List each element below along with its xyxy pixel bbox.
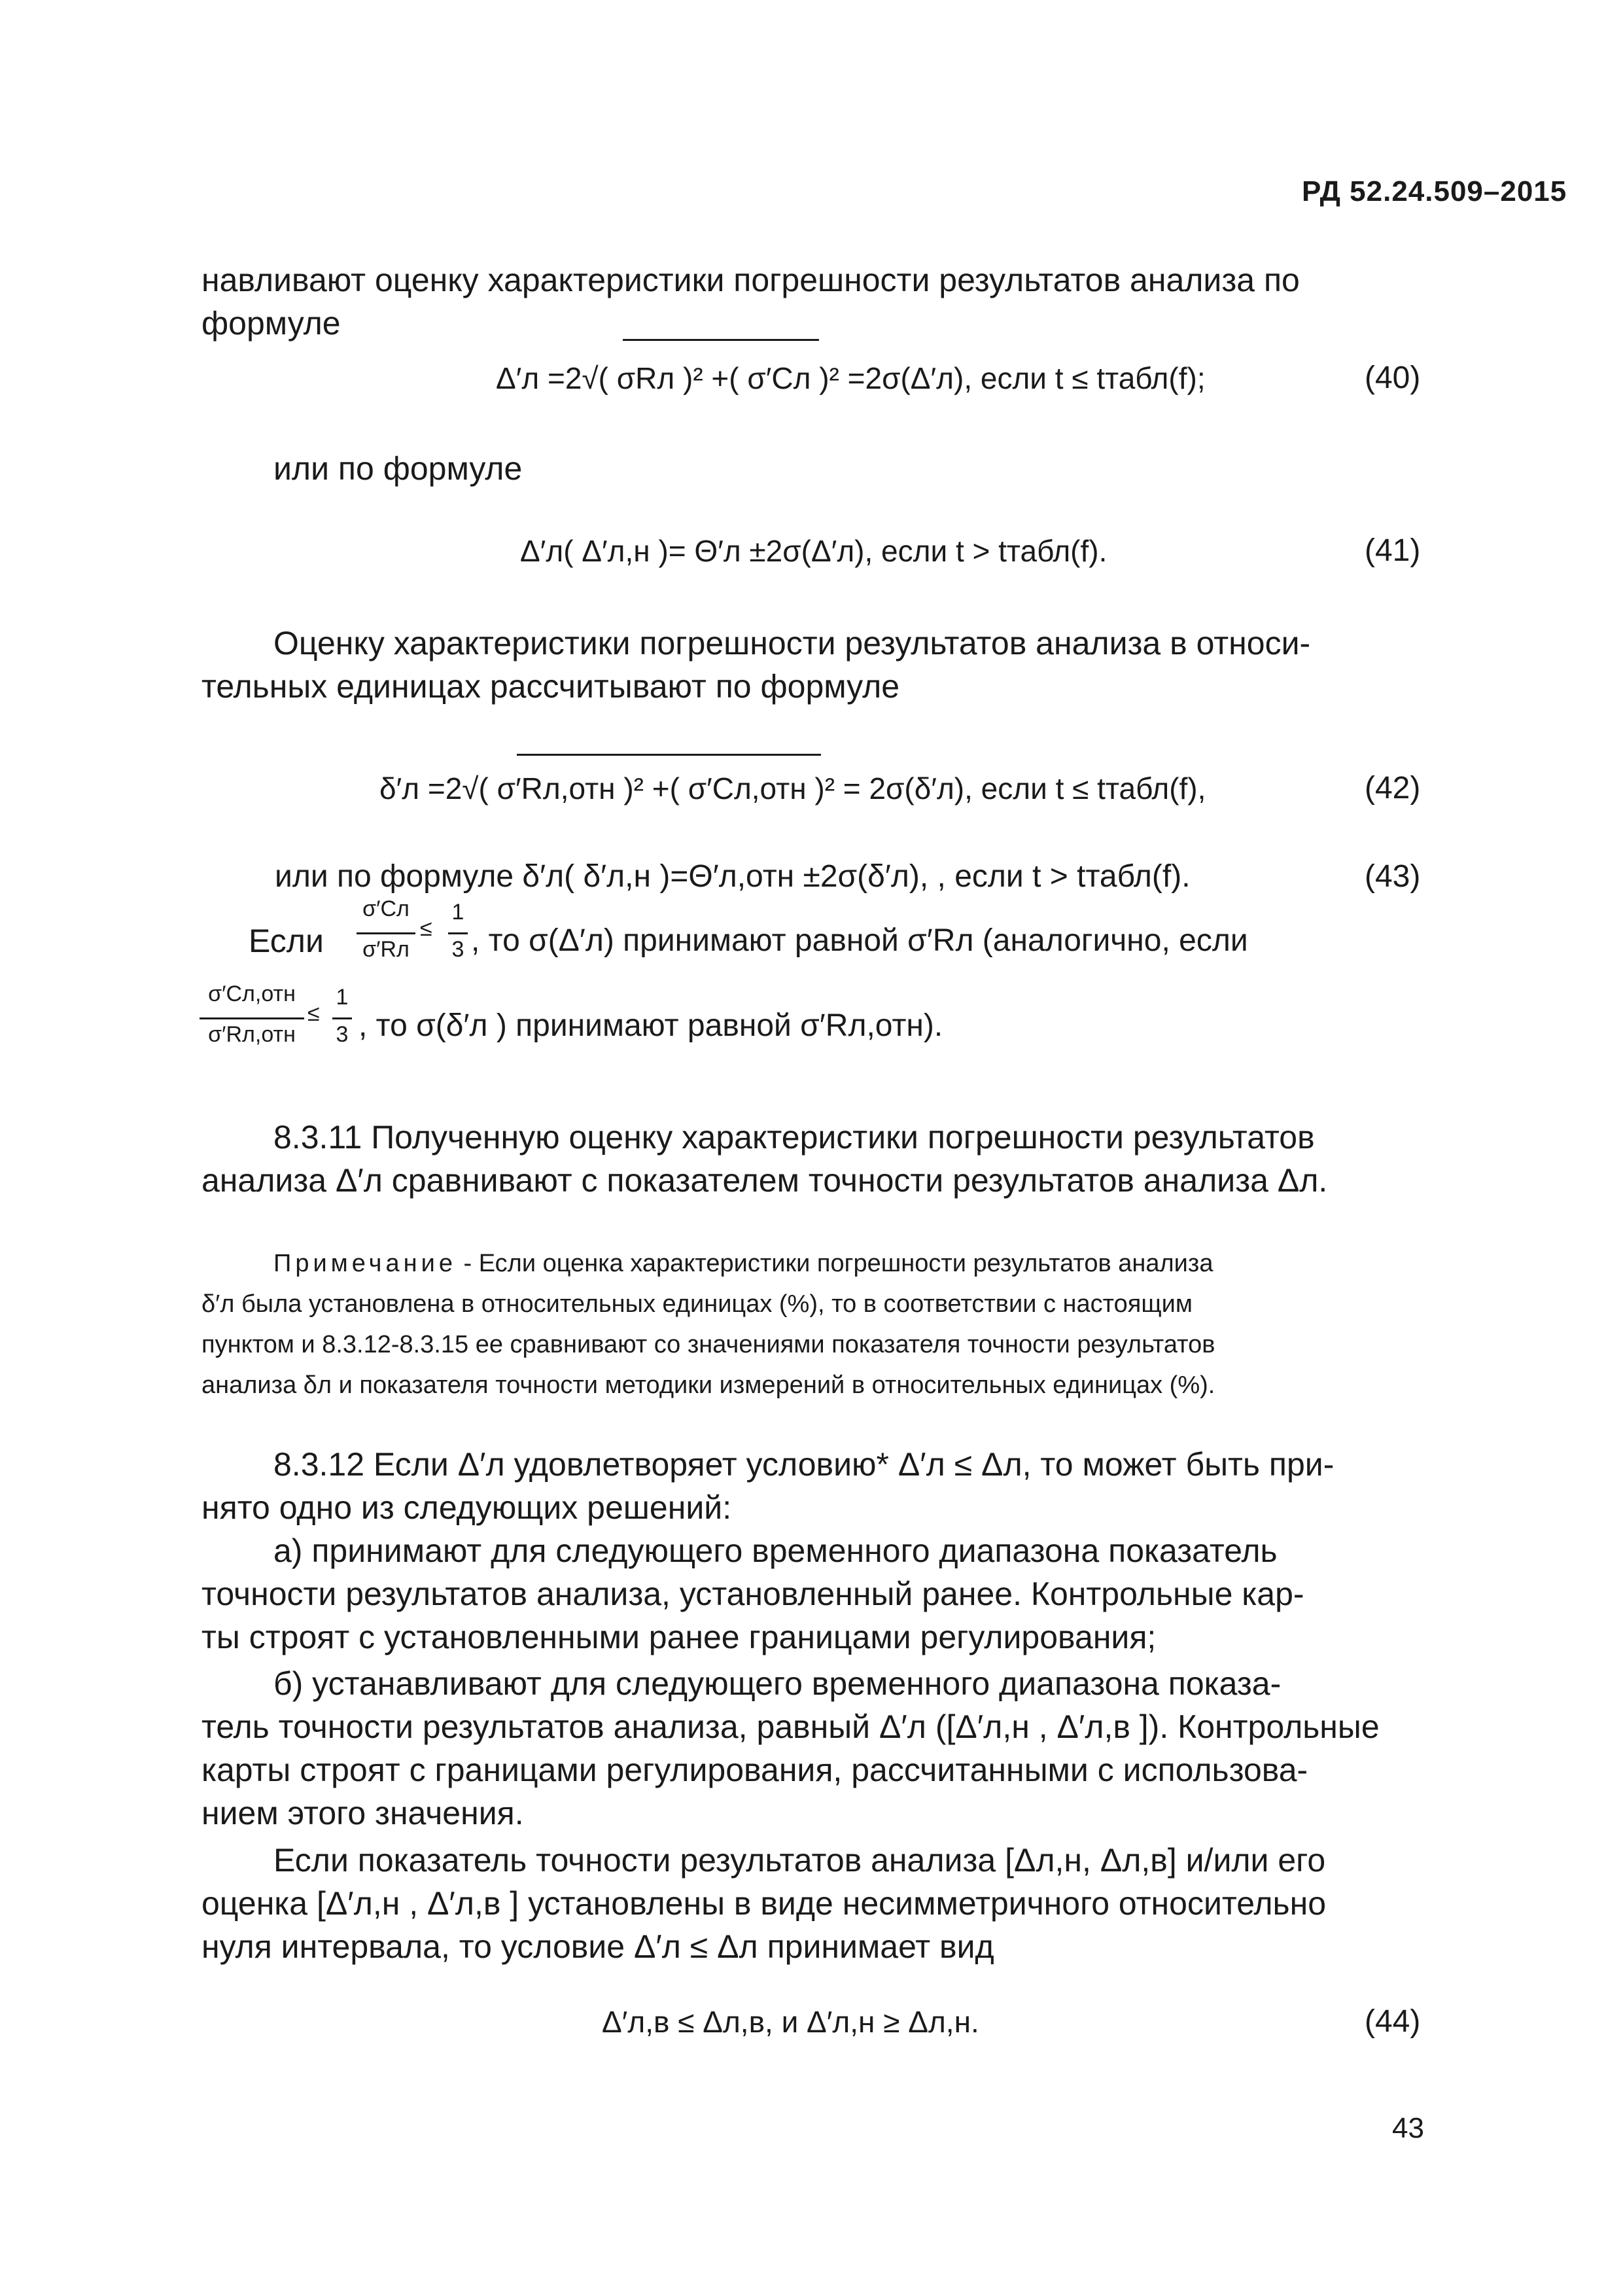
paragraph-line: точности результатов анализа, установленный ранее. Контрольные кар- [201, 1576, 1304, 1612]
if-continuation-2: , то σ(δ′л ) принимают равной σ′Rл,отн). [358, 1008, 943, 1043]
equation-number-43: (43) [1365, 859, 1421, 894]
document-code-header: РД 52.24.509–2015 [1302, 175, 1567, 207]
paragraph-line: тельных единицах рассчитывают по формуле [201, 668, 900, 705]
note-line: пунктом и 8.3.12-8.3.15 ее сравнивают со значениями показателя точности результатов [201, 1331, 1215, 1358]
paragraph-line: анализа Δ′л сравнивают с показателем точности результатов анализа Δл. [201, 1162, 1328, 1199]
relation-sign: ≤ [307, 1001, 320, 1026]
formula-42: δ′л =2√( σ′Rл,отн )² +( σ′Cл,отн )² = 2σ(δ′л), если t ≤ tтабл(f), [379, 771, 1206, 805]
list-item-a: а) принимают для следующего временного диапазона показатель [273, 1532, 1278, 1569]
paragraph-line: или по формуле [273, 450, 523, 487]
sqrt-bar [517, 754, 821, 756]
formula-41: Δ′л( Δ′л,н )= Θ′л ±2σ(Δ′л), если t > tтабл(f). [520, 534, 1108, 568]
paragraph-line: ты строят с установленными ранее границами регулирования; [201, 1619, 1157, 1655]
formula-43: или по формуле δ′л( δ′л,н )=Θ′л,отн ±2σ(δ′л), , если t > tтабл(f). [275, 859, 1191, 894]
paragraph-line: 8.3.12 Если Δ′л удовлетворяет условию* Δ′л ≤ Δл, то может быть при- [273, 1446, 1335, 1483]
equation-number-41: (41) [1365, 533, 1421, 568]
fraction-three: 3 [451, 937, 464, 962]
fraction-denominator: σ′Rл [362, 937, 410, 962]
page-number: 43 [1392, 2112, 1424, 2144]
fraction-line [200, 1017, 304, 1019]
sqrt-bar [623, 339, 819, 341]
fraction-line [332, 1017, 352, 1019]
fraction-numerator: σ′Cл [362, 896, 410, 921]
paragraph-line: карты строят с границами регулирования, рассчитанными с использова- [201, 1752, 1308, 1788]
list-item-b: б) устанавливают для следующего временного диапазона показа- [273, 1665, 1282, 1702]
note-line: δ′л была установлена в относительных единицах (%), то в соответствии с настоящим [201, 1290, 1193, 1318]
note-text: - Если оценка характеристики погрешности результатов анализа [456, 1250, 1213, 1277]
if-continuation: , то σ(Δ′л) принимают равной σ′Rл (аналогично, если [471, 923, 1248, 958]
fraction-one: 1 [336, 985, 349, 1010]
fraction-line [357, 932, 415, 934]
paragraph-line: оценка [Δ′л,н , Δ′л,в ] установлены в виде несимметричного относительно [201, 1885, 1327, 1922]
paragraph-line: нием этого значения. [201, 1795, 524, 1831]
formula-40: Δ′л =2√( σRл )² +( σ′Cл )² =2σ(Δ′л), если t ≤ tтабл(f); [496, 361, 1206, 395]
paragraph-line: Оценку характеристики погрешности результатов анализа в относи- [273, 625, 1311, 662]
equation-number-40: (40) [1365, 361, 1421, 395]
paragraph-line: тель точности результатов анализа, равный Δ′л ([Δ′л,н , Δ′л,в ]). Контрольные [201, 1708, 1380, 1745]
fraction-denominator: σ′Rл,отн [208, 1022, 296, 1047]
equation-number-44: (44) [1365, 2004, 1421, 2039]
fraction-one: 1 [451, 900, 464, 925]
formula-44: Δ′л,в ≤ Δл,в, и Δ′л,н ≥ Δл,н. [602, 2005, 979, 2039]
paragraph-line: Если показатель точности результатов анализа [Δл,н, Δл,в] и/или его [273, 1842, 1326, 1879]
note-first-line [273, 1243, 1213, 1284]
paragraph-line: навливают оценку характеристики погрешности результатов анализа по [201, 262, 1300, 298]
if-word: Если [249, 923, 324, 959]
equation-number-42: (42) [1365, 771, 1421, 805]
fraction-numerator: σ′Cл,отн [208, 981, 296, 1006]
relation-sign: ≤ [420, 916, 432, 941]
paragraph-line: нято одно из следующих решений: [201, 1489, 732, 1526]
paragraph-line: нуля интервала, то условие Δ′л ≤ Δл принимает вид [201, 1928, 994, 1965]
fraction-three: 3 [336, 1022, 349, 1047]
paragraph-line: формуле [201, 305, 341, 342]
note-label: Примечание [273, 1250, 457, 1277]
paragraph-line: 8.3.11 Полученную оценку характеристики погрешности результатов [273, 1119, 1315, 1156]
note-line: анализа δл и показателя точности методики измерений в относительных единицах (%). [201, 1371, 1215, 1399]
fraction-line [448, 932, 468, 934]
